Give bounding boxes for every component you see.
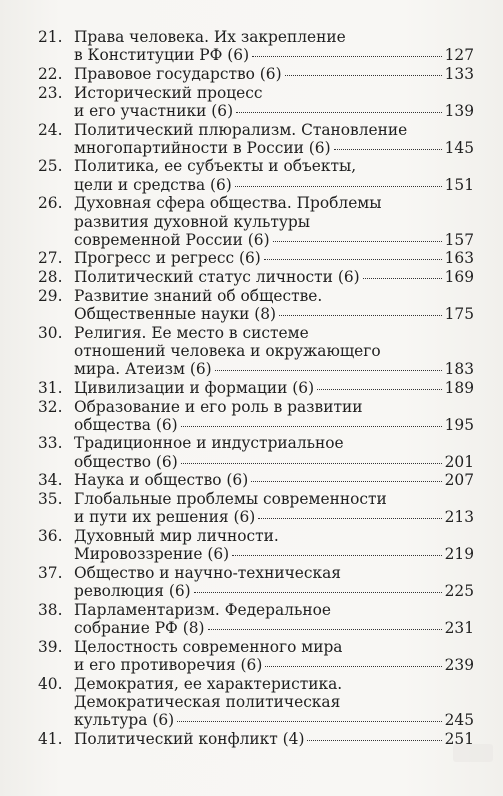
toc-entry-number: 24.: [38, 120, 63, 139]
toc-entry-body: [74, 601, 474, 637]
toc-entry: [38, 287, 474, 323]
toc-entry-final-line: [74, 102, 474, 120]
toc-entry: [38, 638, 474, 674]
toc-entry-title-line: Правовое государство (6): [74, 64, 282, 83]
toc-entry-title-line: Духовная сфера общества. Проблемы: [74, 194, 382, 213]
toc-entry-title-line: Развитие знаний об обществе.: [74, 286, 323, 305]
toc-entry-final-line: [74, 176, 474, 194]
toc-entry-body: [74, 490, 474, 526]
toc-entry: [38, 249, 474, 267]
toc-entry-body: [74, 564, 474, 600]
toc-entry-number: 40.: [38, 674, 63, 693]
toc-entry-final-line: [74, 730, 474, 748]
dot-leader: [265, 654, 441, 667]
toc-entry-title-line: Целостность современного мира: [74, 637, 343, 656]
toc-entry-final-line: [74, 65, 474, 83]
toc-entry-title-line: Демократия, ее характеристика.: [74, 674, 343, 693]
toc-entry-final-line: [74, 139, 474, 157]
toc-entry-title-line: общество (6): [74, 452, 178, 471]
toc-entry-final-line: [74, 545, 474, 563]
toc-entry-number: 23.: [38, 83, 63, 102]
toc-entry-body: [74, 379, 474, 397]
toc-entry-final-line: [74, 379, 474, 397]
toc-entry-number: 25.: [38, 157, 63, 176]
toc-entry-final-line: [74, 508, 474, 526]
toc-entry-body: [74, 157, 474, 193]
toc-entry-page-number: 163: [444, 249, 474, 268]
toc-entry-title-line: Духовный мир личности.: [74, 526, 279, 545]
toc-entry-number: 21.: [38, 28, 63, 46]
dot-leader: [285, 63, 442, 76]
dot-leader: [232, 543, 441, 556]
dot-leader: [273, 229, 442, 242]
toc-entry-title-line: и его участники (6): [74, 101, 234, 120]
toc-entry-number: 32.: [38, 397, 63, 416]
toc-entry-number: 31.: [38, 378, 63, 397]
toc-entry-page-number: 231: [444, 619, 474, 637]
toc-entry-title-line: общества (6): [74, 415, 178, 434]
toc-entry: [38, 398, 474, 434]
toc-entry-page-number: 139: [444, 101, 474, 120]
toc-entry-title-line: Политика, ее субъекты и объекты,: [74, 157, 357, 176]
dot-leader: [208, 617, 442, 630]
dot-leader: [363, 266, 442, 279]
toc-entry-page-number: 127: [444, 46, 474, 65]
toc-entry-page-number: 195: [444, 415, 474, 434]
toc-entry: [38, 379, 474, 397]
toc-entry-body: [74, 471, 474, 489]
toc-entry-final-line: [74, 582, 474, 600]
table-of-contents: [38, 28, 474, 748]
toc-entry: [38, 471, 474, 489]
toc-entry-title-line: Политический плюрализм. Становление: [74, 120, 408, 139]
dot-leader: [177, 709, 441, 722]
toc-entry-number: 28.: [38, 268, 63, 287]
toc-entry-page-number: 151: [444, 175, 474, 194]
toc-entry-number: 38.: [38, 600, 63, 619]
toc-entry-body: [74, 121, 474, 157]
toc-entry-title-line: отношений человека и окружающего: [74, 341, 381, 360]
dot-leader: [317, 377, 442, 390]
toc-entry-title-line: собрание РФ (8): [74, 619, 205, 637]
toc-entry-page-number: 183: [444, 360, 474, 379]
toc-entry-body: [74, 194, 474, 249]
toc-entry: [38, 601, 474, 637]
toc-entry-title-line: Религия. Ее место в системе: [74, 323, 309, 342]
toc-entry-body: [74, 84, 474, 120]
toc-entry: [38, 28, 474, 64]
toc-entry-body: [74, 249, 474, 267]
dot-leader: [264, 247, 442, 260]
dot-leader: [235, 174, 442, 187]
dot-leader: [181, 451, 442, 464]
toc-entry-title-line: Политический конфликт (4): [74, 729, 305, 748]
toc-entry-page-number: 189: [444, 378, 474, 397]
toc-entry-body: [74, 65, 474, 83]
toc-entry: [38, 564, 474, 600]
toc-entry-number: 30.: [38, 323, 63, 342]
toc-entry: [38, 65, 474, 83]
toc-entry: [38, 527, 474, 563]
toc-entry: [38, 194, 474, 249]
toc-entry-number: 41.: [38, 729, 63, 748]
dot-leader: [251, 469, 441, 482]
toc-entry-title-line: Политический статус личности (6): [74, 268, 360, 287]
toc-entry-final-line: [74, 711, 474, 729]
toc-entry-number: 36.: [38, 526, 63, 545]
toc-entry-title-line: многопартийности в России (6): [74, 138, 331, 157]
toc-entry-title-line: Прогресс и регресс (6): [74, 249, 261, 268]
toc-entry-page-number: 213: [444, 508, 474, 527]
toc-entry-body: [74, 324, 474, 379]
toc-entry-title-line: Общество и научно-техническая: [74, 563, 342, 582]
toc-entry-title-line: Общественные науки (8): [74, 305, 277, 324]
toc-entry-number: 34.: [38, 471, 63, 490]
toc-entry-title-line: Образование и его роль в развитии: [74, 397, 363, 416]
toc-entry-number: 26.: [38, 194, 63, 213]
toc-entry-title-line: культура (6): [74, 711, 175, 730]
toc-entry-page-number: 133: [444, 64, 474, 83]
toc-entry-title-line: Глобальные проблемы современности: [74, 490, 387, 509]
toc-entry: [38, 121, 474, 157]
toc-entry-final-line: [74, 453, 474, 471]
toc-entry-title-line: Наука и общество (6): [74, 471, 249, 490]
dot-leader: [334, 137, 442, 150]
toc-entry-number: 22.: [38, 64, 63, 83]
toc-entry-final-line: [74, 656, 474, 674]
toc-entry-page-number: 145: [444, 138, 474, 157]
toc-entry: [38, 434, 474, 470]
toc-entry-body: [74, 434, 474, 470]
toc-entry-number: 35.: [38, 490, 63, 509]
toc-entry-body: [74, 527, 474, 563]
toc-entry-final-line: [74, 249, 474, 267]
toc-entry-page-number: 175: [444, 305, 474, 324]
toc-entry-title-line: Мировоззрение (6): [74, 545, 230, 564]
toc-entry-page-number: 157: [444, 230, 474, 249]
toc-entry: [38, 324, 474, 379]
toc-entry-body: [74, 675, 474, 730]
dot-leader: [279, 303, 442, 316]
toc-entry-number: 33.: [38, 434, 63, 453]
toc-entry-title-line: Демократическая политическая: [74, 692, 341, 711]
toc-entry-title-line: Парламентаризм. Федеральное: [74, 600, 331, 619]
dot-leader: [215, 358, 442, 371]
toc-entry-body: [74, 638, 474, 674]
toc-entry-page-number: 207: [444, 471, 474, 490]
toc-entry-title-line: Исторический процесс: [74, 83, 263, 102]
toc-entry-page-number: 239: [444, 655, 474, 674]
toc-entry-final-line: [74, 46, 474, 64]
toc-entry-title-line: и его противоречия (6): [74, 655, 263, 674]
toc-entry-body: [74, 730, 474, 748]
toc-entry-page-number: 245: [444, 711, 474, 730]
toc-entry-title-line: и пути их решения (6): [74, 508, 256, 527]
dot-leader: [236, 100, 442, 113]
toc-entry-number: 39.: [38, 637, 63, 656]
toc-entry-final-line: [74, 305, 474, 323]
toc-entry: [38, 268, 474, 286]
toc-entry: [38, 675, 474, 730]
toc-entry-page-number: 201: [444, 452, 474, 471]
toc-entry-page-number: 251: [444, 729, 474, 748]
toc-entry-title-line: в Конституции РФ (6): [74, 46, 250, 65]
toc-entry-final-line: [74, 471, 474, 489]
toc-entry-title-line: Права человека. Их закрепление: [74, 28, 346, 46]
toc-entry-final-line: [74, 416, 474, 434]
dot-leader: [194, 580, 442, 593]
toc-entry-page-number: 169: [444, 268, 474, 287]
toc-entry-title-line: современной России (6): [74, 230, 270, 249]
toc-entry-title-line: мира. Атеизм (6): [74, 360, 212, 379]
toc-entry: [38, 730, 474, 748]
toc-entry: [38, 490, 474, 526]
toc-entry-number: 29.: [38, 286, 63, 305]
dot-leader: [181, 414, 442, 427]
toc-entry-body: [74, 268, 474, 286]
toc-entry-title-line: цели и средства (6): [74, 175, 232, 194]
toc-entry-number: 37.: [38, 563, 63, 582]
toc-entry-title-line: Традиционное и индустриальное: [74, 434, 344, 453]
toc-entry-title-line: развития духовной культуры: [74, 212, 311, 231]
toc-entry-number: 27.: [38, 249, 63, 268]
toc-entry-page-number: 219: [444, 545, 474, 564]
toc-entry-page-number: 225: [444, 582, 474, 601]
toc-entry-body: [74, 287, 474, 323]
toc-entry-title-line: революция (6): [74, 582, 191, 601]
toc-entry-body: [74, 398, 474, 434]
toc-entry-final-line: [74, 619, 474, 637]
toc-entry-final-line: [74, 360, 474, 378]
dot-leader: [258, 506, 441, 519]
toc-entry-body: [74, 28, 474, 64]
toc-entry: [38, 157, 474, 193]
dot-leader: [252, 44, 442, 57]
toc-entry-title-line: Цивилизации и формации (6): [74, 378, 315, 397]
toc-entry: [38, 84, 474, 120]
toc-entry-final-line: [74, 268, 474, 286]
dot-leader: [307, 728, 441, 741]
toc-entry-final-line: [74, 231, 474, 249]
